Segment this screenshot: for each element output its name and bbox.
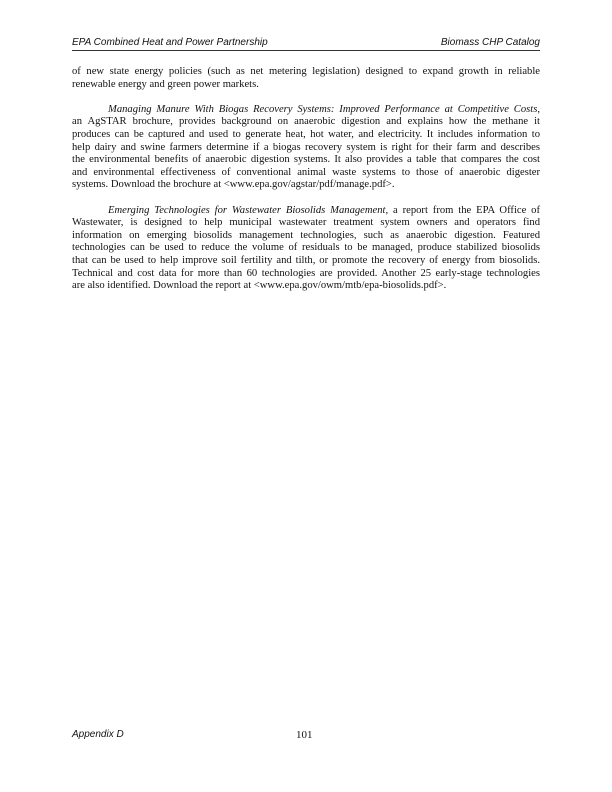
text-line: and environmental effectiveness of conventional animal waste systems to those of anaerobic digester (72, 166, 540, 178)
page-number: 101 (296, 729, 313, 741)
text-line: technologies can be used to reduce the volume of residuals to be managed, produce stabilized biosolids (72, 242, 540, 254)
text-line: the environmental benefits of anaerobic digestion systems. It also provides a table that compares the cost (72, 154, 540, 166)
text-line: systems. Download the brochure at <www.epa.gov/agstar/pdf/manage.pdf>. (72, 179, 395, 191)
text-line: produces can be captured and used to generate heat, hot water, and electricity. It includes information to (72, 128, 540, 140)
text-line (72, 104, 540, 117)
text: , (537, 103, 540, 115)
text-line: that can be used to help improve soil fertility and tilth, or promote the recovery of energy from biosolids. (72, 254, 540, 266)
text-line: Wastewater, is designed to help municipal wastewater treatment system owners and operators find (72, 217, 540, 229)
text-line: renewable energy and green power markets. (72, 78, 259, 90)
text-line (72, 205, 540, 218)
text-line: Technical and cost data for more than 60 technologies are provided. Another 25 early-stage technologies (72, 267, 540, 279)
paragraph (72, 66, 540, 91)
header-right: Biomass CHP Catalog (440, 37, 540, 48)
text: a report from the EPA Office of (388, 204, 541, 216)
document-title: Emerging Technologies for Wastewater Biosolids Management, (108, 204, 389, 216)
body-text (72, 66, 540, 305)
header-left: EPA Combined Heat and Power Partnership (72, 37, 268, 48)
document-title: Managing Manure With Biogas Recovery Systems: Improved Performance at Competitive Costs (108, 103, 538, 115)
running-header (72, 37, 540, 51)
text-line: information on emerging biosolids management technologies, such as anaerobic digestion. Featured (72, 229, 540, 241)
text-line: are also identified. Download the report at <www.epa.gov/owm/mtb/epa-biosolids.pdf>. (72, 280, 447, 292)
paragraph (72, 104, 540, 192)
footer-left: Appendix D (72, 729, 124, 740)
paragraph (72, 205, 540, 293)
text-line: an AgSTAR brochure, provides background on anaerobic digestion and explains how the methane it (72, 116, 540, 128)
text-line: help dairy and swine farmers determine if a biogas recovery system is right for their farm and describes (72, 141, 540, 153)
text-line: of new state energy policies (such as net metering legislation) designed to expand growth in reliable (72, 66, 540, 77)
